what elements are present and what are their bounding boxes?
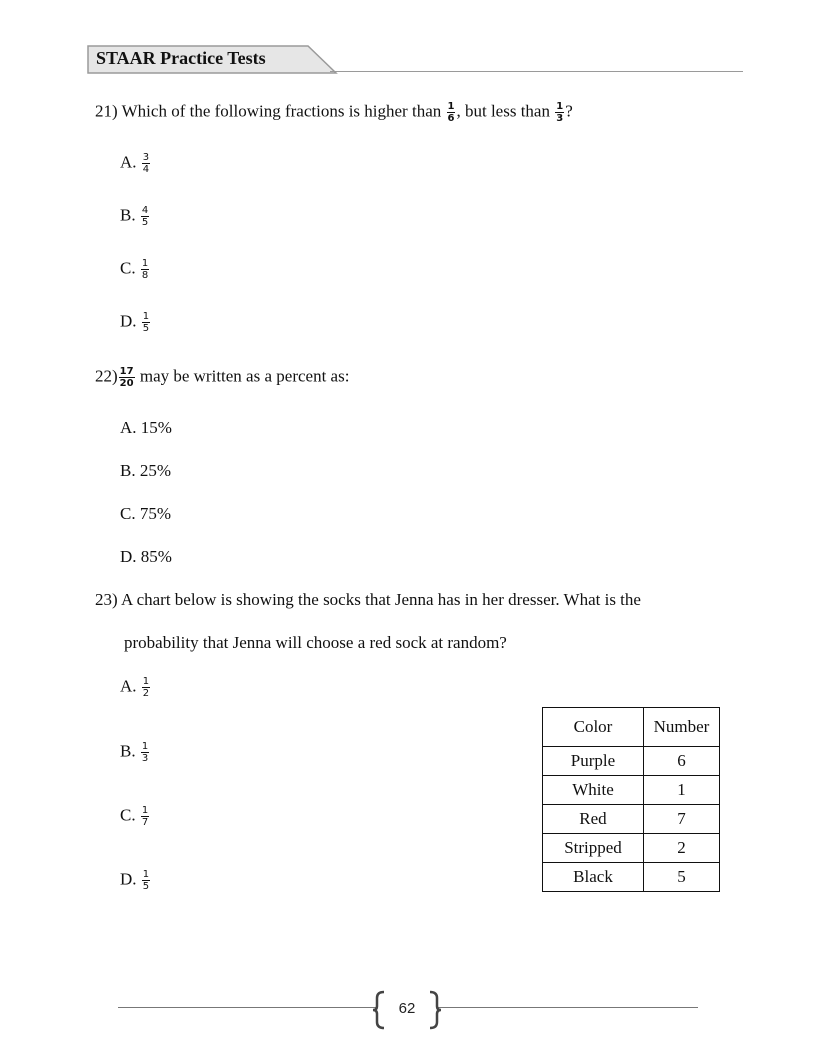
option-letter: A. xyxy=(120,418,137,437)
option-letter: D. xyxy=(120,869,137,889)
option-value: 75% xyxy=(139,504,172,523)
numerator: 1 xyxy=(556,101,564,112)
option-value: 85% xyxy=(140,547,172,566)
fraction xyxy=(142,311,150,334)
option-letter: B. xyxy=(120,741,136,761)
question-text: , but less than xyxy=(456,101,550,121)
numerator: 4 xyxy=(141,205,149,216)
table-cell: 7 xyxy=(644,805,720,834)
numerator: 3 xyxy=(142,152,150,163)
option-letter: C. xyxy=(120,805,136,825)
answer-option[interactable] xyxy=(120,152,151,175)
option-letter: D. xyxy=(120,311,137,331)
option-value: 25% xyxy=(139,461,172,480)
question-text: A chart below is showing the socks that Jenna has in her dresser. What is the xyxy=(120,590,641,609)
table-cell: Red xyxy=(543,805,644,834)
numerator: 1 xyxy=(142,869,150,880)
column-header: Color xyxy=(543,708,644,747)
option-letter: C. xyxy=(120,504,136,523)
denominator: 5 xyxy=(141,217,149,228)
fraction xyxy=(555,101,564,124)
fraction xyxy=(142,676,150,699)
fraction xyxy=(142,152,150,175)
question-23 xyxy=(95,590,641,610)
table-cell: 2 xyxy=(644,834,720,863)
denominator: 3 xyxy=(141,753,149,764)
table-cell: Stripped xyxy=(543,834,644,863)
denominator: 8 xyxy=(141,270,149,281)
question-text: ? xyxy=(565,101,573,121)
header-rule xyxy=(330,71,743,72)
footer-rule-right xyxy=(438,1007,698,1008)
question-number: 21) xyxy=(95,101,118,121)
denominator: 4 xyxy=(142,164,150,175)
numerator: 1 xyxy=(447,101,455,112)
option-letter: A. xyxy=(120,152,137,172)
denominator: 6 xyxy=(447,113,455,124)
fraction xyxy=(447,101,456,124)
option-letter: D. xyxy=(120,547,137,566)
numerator: 1 xyxy=(141,805,149,816)
answer-option[interactable] xyxy=(120,461,171,481)
table-cell: Purple xyxy=(543,747,644,776)
answer-option[interactable] xyxy=(120,504,171,524)
table-row xyxy=(543,747,720,776)
question-text: probability that Jenna will choose a red sock at random? xyxy=(124,633,507,652)
numerator: 1 xyxy=(141,741,149,752)
question-21 xyxy=(95,101,573,124)
answer-option[interactable] xyxy=(120,205,150,228)
denominator: 5 xyxy=(142,323,150,334)
socks-table xyxy=(542,707,720,892)
numerator: 1 xyxy=(142,676,150,687)
question-text: may be written as a percent as: xyxy=(139,366,350,386)
numerator: 1 xyxy=(141,258,149,269)
table-row xyxy=(543,776,720,805)
option-letter: C. xyxy=(120,258,136,278)
column-header: Number xyxy=(644,708,720,747)
denominator: 20 xyxy=(119,378,134,389)
fraction xyxy=(119,366,135,389)
question-number: 22) xyxy=(95,366,118,386)
fraction xyxy=(141,741,149,764)
table-row xyxy=(543,805,720,834)
denominator: 7 xyxy=(141,817,149,828)
option-letter: B. xyxy=(120,461,136,480)
question-number: 23) xyxy=(95,590,118,609)
question-text: Which of the following fractions is higher than xyxy=(121,101,442,121)
answer-option[interactable] xyxy=(120,741,150,764)
option-letter: A. xyxy=(120,676,137,696)
table-cell: 6 xyxy=(644,747,720,776)
answer-option[interactable] xyxy=(120,258,150,281)
header-title: STAAR Practice Tests xyxy=(96,48,266,68)
header-tab xyxy=(90,44,266,72)
table-row xyxy=(543,863,720,892)
table-cell: 5 xyxy=(644,863,720,892)
denominator: 5 xyxy=(142,881,150,892)
table-header-row xyxy=(543,708,720,747)
numerator: 1 xyxy=(142,311,150,322)
fraction xyxy=(141,205,149,228)
table-cell: 1 xyxy=(644,776,720,805)
fraction xyxy=(141,805,149,828)
table-row xyxy=(543,834,720,863)
fraction xyxy=(141,258,149,281)
fraction xyxy=(142,869,150,892)
answer-option[interactable] xyxy=(120,311,151,334)
table-cell: White xyxy=(543,776,644,805)
footer-rule-left xyxy=(118,1007,376,1008)
question-22 xyxy=(95,366,349,389)
denominator: 2 xyxy=(142,688,150,699)
question-23-line-2 xyxy=(124,633,507,653)
table-cell: Black xyxy=(543,863,644,892)
answer-option[interactable] xyxy=(120,805,150,828)
answer-option[interactable] xyxy=(120,547,172,567)
option-letter: B. xyxy=(120,205,136,225)
answer-option[interactable] xyxy=(120,418,172,438)
answer-option[interactable] xyxy=(120,869,151,892)
denominator: 3 xyxy=(556,113,564,124)
option-value: 15% xyxy=(140,418,172,437)
numerator: 17 xyxy=(119,366,134,377)
answer-option[interactable] xyxy=(120,676,151,699)
page-number: 62 xyxy=(398,1000,416,1017)
